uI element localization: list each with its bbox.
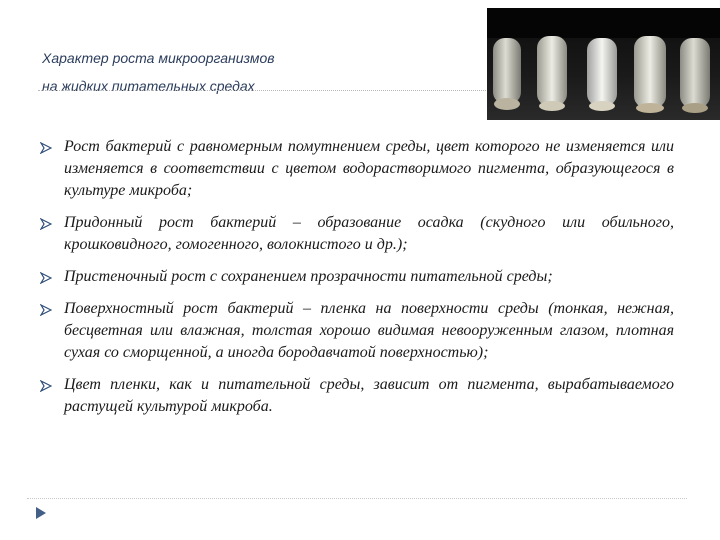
test-tubes-photo [487,8,720,120]
list-item [40,212,674,256]
navigation-arrow-icon[interactable] [34,506,48,520]
list-item [40,374,674,418]
bullet-list [40,136,674,428]
title-line-1: Характер роста микроорганизмов [42,50,275,66]
list-item-text: Цвет пленки, как и питательной среды, зависит от пигмента, вырабатываемого растущей культурой микроба. [64,376,674,415]
list-item [40,266,674,288]
arrowhead-bullet-icon [40,380,52,392]
list-item [40,298,674,364]
footer-divider [27,498,687,499]
arrowhead-bullet-icon [40,304,52,316]
arrowhead-bullet-icon [40,272,52,284]
list-item-text: Придонный рост бактерий – образование осадка (скудного или обильного, крошковидного, гомогенного, волокнистого и др.); [64,214,674,253]
arrowhead-bullet-icon [40,218,52,230]
list-item-text: Пристеночный рост с сохранением прозрачности питательной среды; [64,268,553,285]
list-item-text: Поверхностный рост бактерий – пленка на поверхности среды (тонкая, нежная, бесцветная или влажная, толстая хорошо видимая невооруженным глазом, плотная сухая со сморщенной, а иногда бородавчатой поверхностью); [64,300,674,361]
title-line-2: на жидких питательных средах [42,78,255,94]
arrowhead-bullet-icon [40,142,52,154]
list-item [40,136,674,202]
slide-title [42,44,362,100]
list-item-text: Рост бактерий с равномерным помутнением среды, цвет которого не изменяется или изменяется в соответствии с цветом водорастворимого пигмента, образующегося в культуре микроба; [64,138,674,199]
title-divider [38,90,492,91]
